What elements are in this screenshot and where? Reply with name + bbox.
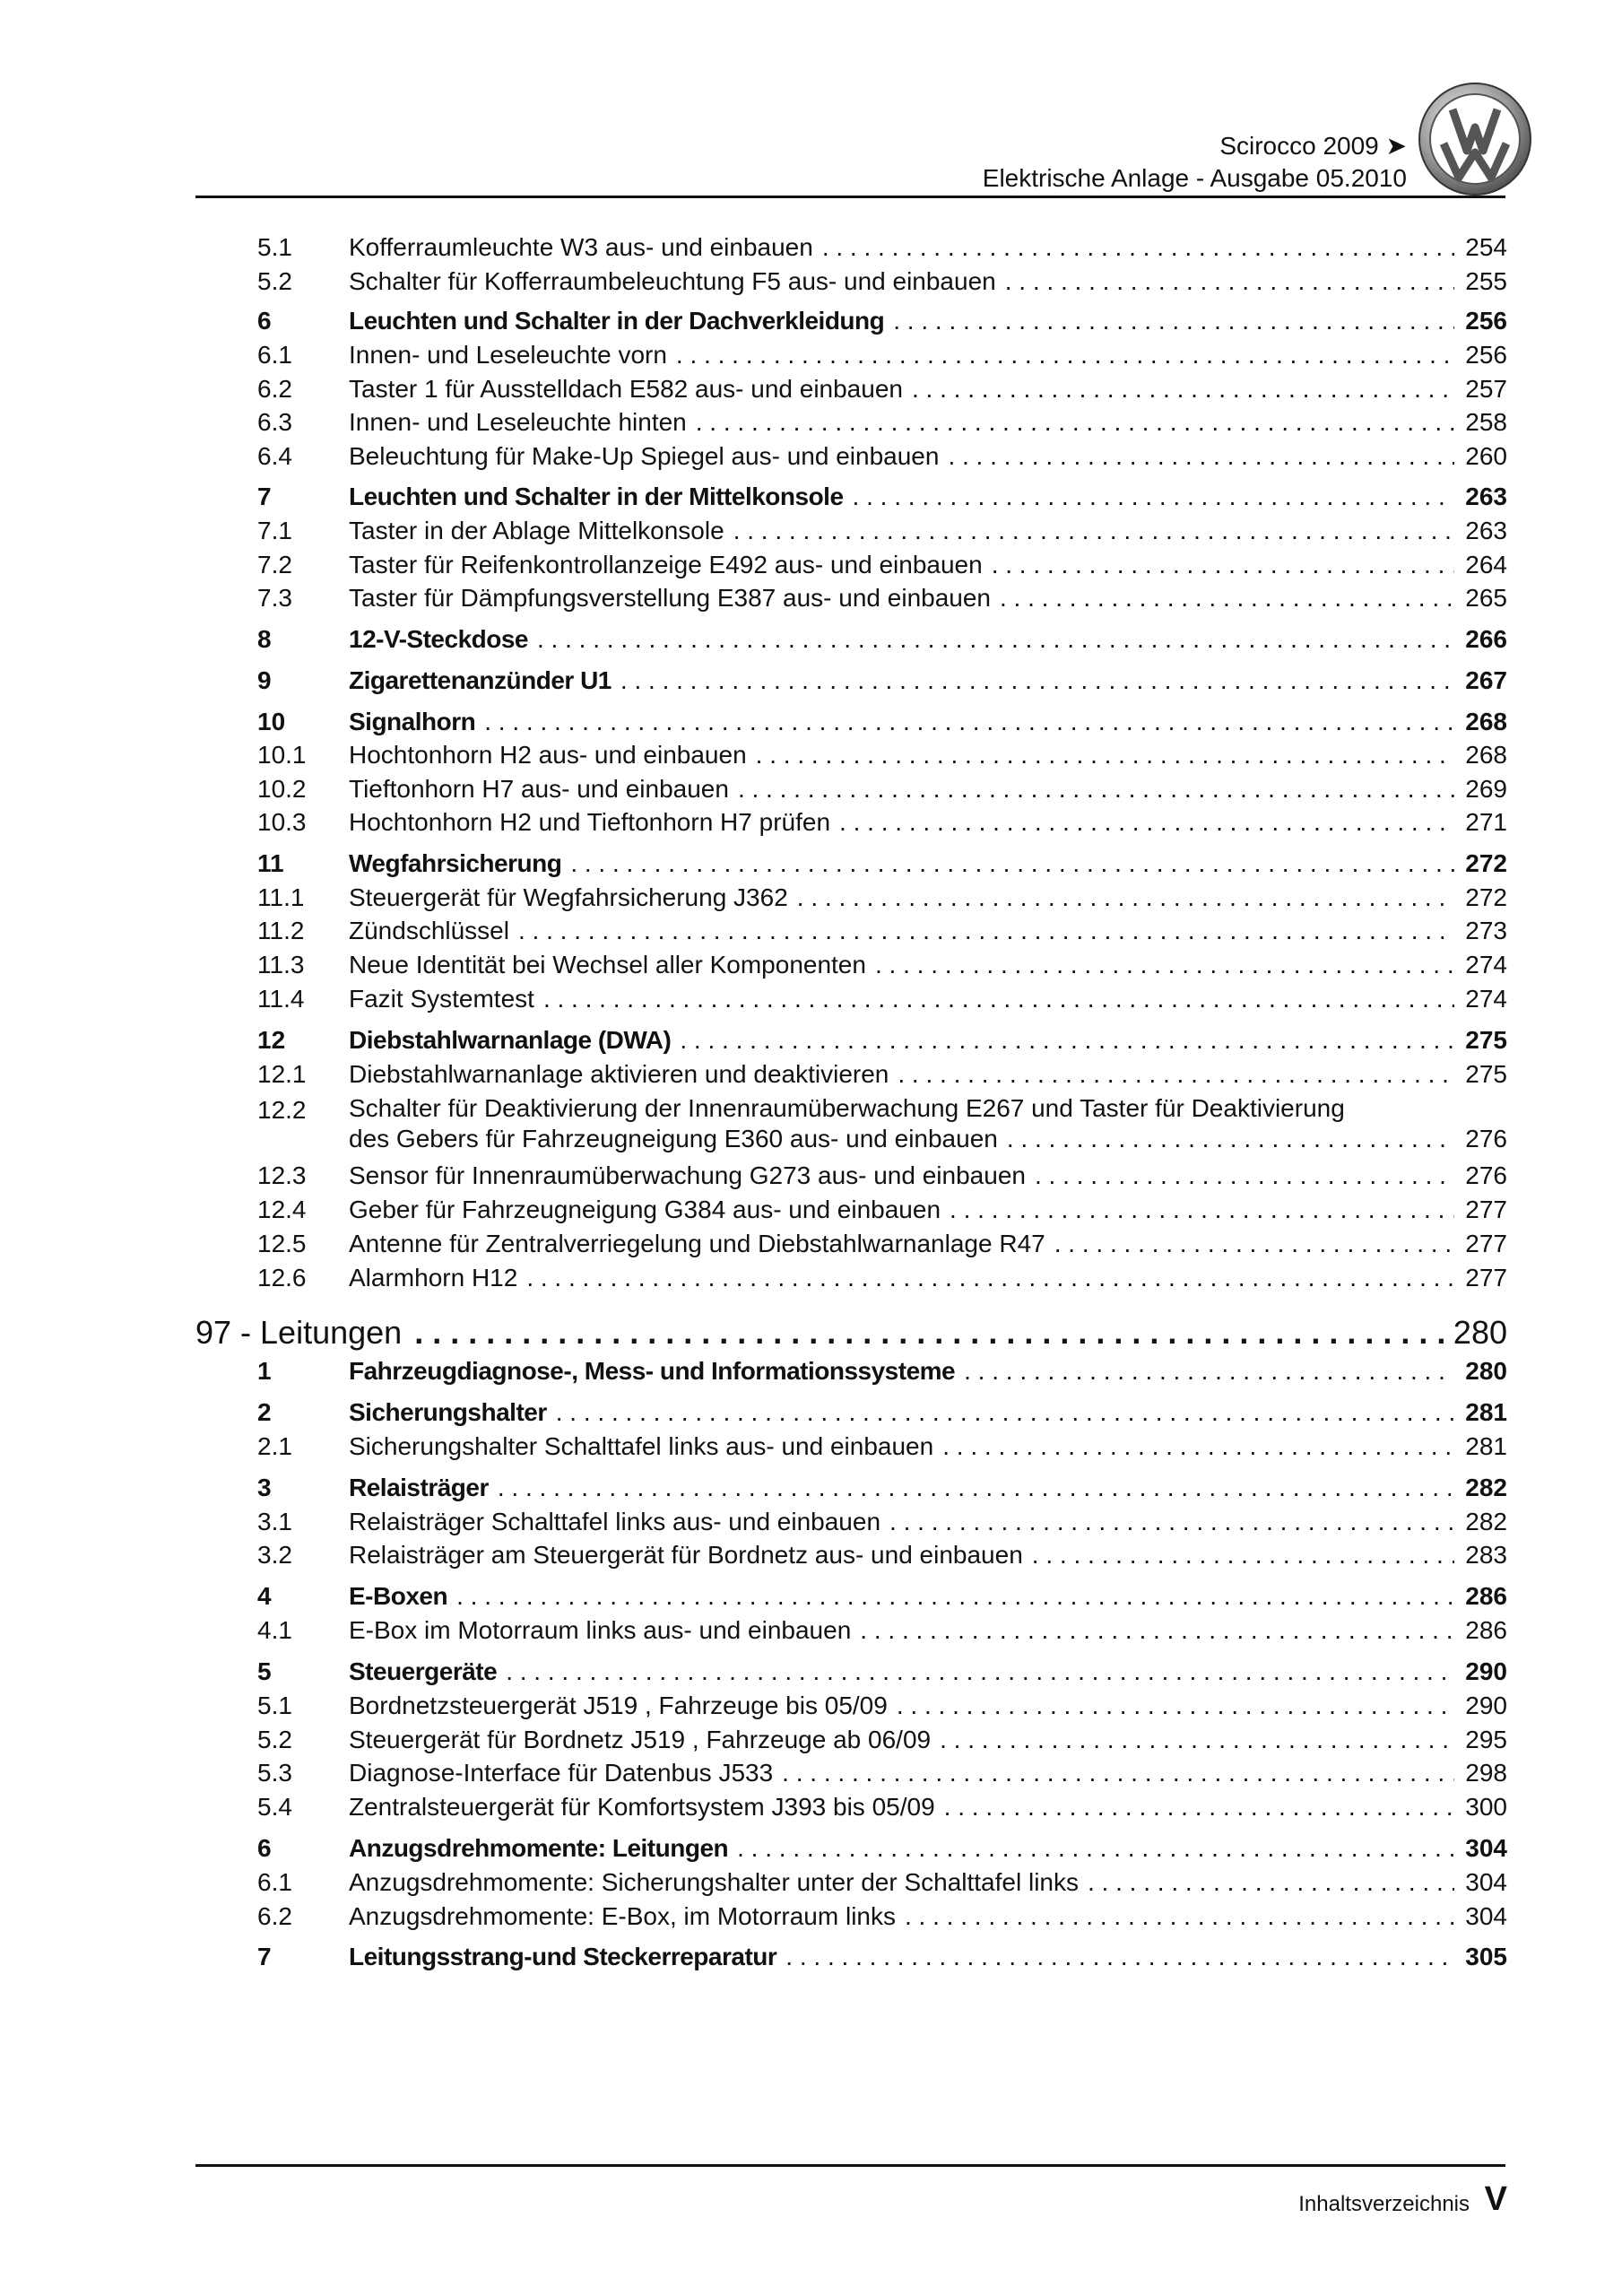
- toc-entry-number: 2: [257, 1398, 272, 1426]
- toc-entry-title: Relaisträger am Steuergerät für Bordnetz aus- und einbauen: [349, 1538, 1032, 1572]
- toc-entry-title: Diebstahlwarnanlage aktivieren und deaktivieren: [349, 1057, 898, 1091]
- toc-page-number: 271: [1454, 805, 1507, 839]
- leader-dots: [1035, 1159, 1454, 1193]
- toc-entry-title: Taster 1 für Ausstelldach E582 aus- und einbauen: [349, 372, 912, 406]
- toc-entry-row[interactable]: [0, 1505, 1622, 1539]
- toc-entry-number: 4: [257, 1582, 272, 1610]
- leader-dots: [526, 1261, 1454, 1295]
- leader-dots: [822, 230, 1454, 265]
- toc-entry-number: 10.2: [257, 775, 307, 803]
- toc-entry-row[interactable]: [0, 372, 1622, 406]
- toc-entry-number: 3: [257, 1474, 272, 1501]
- toc-entry-number: 10.3: [257, 808, 307, 836]
- leader-dots: [506, 1655, 1454, 1689]
- leader-dots: [737, 1831, 1454, 1866]
- chapter-leader-dots: [414, 1311, 1446, 1354]
- toc-entry-title: Sensor für Innenraumüberwachung G273 aus- und einbauen: [349, 1159, 1035, 1193]
- toc-page-number: 263: [1454, 514, 1507, 548]
- toc-entry-row[interactable]: [0, 514, 1622, 548]
- leader-dots: [756, 738, 1455, 772]
- toc-entry-row[interactable]: [0, 1613, 1622, 1648]
- toc-entry-number: 5.2: [257, 267, 292, 295]
- leader-dots: [518, 914, 1454, 948]
- toc-page-number: 275: [1454, 1057, 1507, 1091]
- toc-entry-row[interactable]: [0, 948, 1622, 982]
- toc-entry-number: 7: [257, 483, 272, 510]
- toc-page-number: 282: [1454, 1505, 1507, 1539]
- footer-divider: [195, 2164, 1505, 2167]
- toc-section-row[interactable]: [0, 1354, 1622, 1388]
- leader-dots: [1054, 1227, 1455, 1261]
- toc-page-number: 277: [1454, 1227, 1507, 1261]
- leader-dots: [1088, 1866, 1454, 1900]
- footer-section-label: Inhaltsverzeichnis: [1298, 2192, 1470, 2216]
- leader-dots: [570, 847, 1454, 881]
- leader-dots: [1032, 1538, 1455, 1572]
- toc-entry-title: Signalhorn: [349, 705, 484, 739]
- toc-entry-row[interactable]: [0, 230, 1622, 265]
- toc-entry-title: Anzugsdrehmomente: E-Box, im Motorraum links: [349, 1900, 905, 1934]
- toc-page-number: 254: [1454, 230, 1507, 265]
- leader-dots: [992, 548, 1455, 582]
- toc-entry-title: Sicherungshalter: [349, 1396, 556, 1430]
- vw-logo-icon: [1417, 81, 1533, 197]
- footer-page-number: V: [1484, 2180, 1507, 2218]
- leader-dots: [498, 1471, 1454, 1505]
- toc-entry-number: 8: [257, 625, 272, 653]
- toc-entry-title-continued: des Gebers für Fahrzeugneigung E360 aus- und einbauen: [349, 1124, 1007, 1154]
- toc-entry-row[interactable]: [0, 1430, 1622, 1464]
- toc-entry-row[interactable]: [0, 439, 1622, 474]
- leader-dots: [484, 705, 1454, 739]
- toc-page-number: 258: [1454, 405, 1507, 439]
- toc-entry-title: Bordnetzsteuergerät J519 , Fahrzeuge bis 05/09: [349, 1689, 897, 1723]
- toc-entry-number: 7.3: [257, 584, 292, 612]
- toc-page-number: 272: [1454, 881, 1507, 915]
- toc-entry-number: 7: [257, 1943, 272, 1970]
- toc-section-row[interactable]: [0, 1396, 1622, 1430]
- toc-page-number: 263: [1454, 480, 1507, 514]
- toc-entry-title: Leitungsstrang-und Steckerreparatur: [349, 1940, 785, 1974]
- toc-entry-number: 9: [257, 666, 272, 694]
- toc-entry-row[interactable]: [0, 338, 1622, 372]
- toc-entry-title: Wegfahrsicherung: [349, 847, 570, 881]
- toc-entry-row[interactable]: [0, 581, 1622, 615]
- toc-entry-number: 10: [257, 708, 286, 735]
- leader-dots: [782, 1756, 1454, 1790]
- leader-dots: [893, 304, 1454, 338]
- chapter-heading[interactable]: [195, 1311, 1507, 1354]
- leader-dots: [1000, 581, 1454, 615]
- toc-entry-title: Sicherungshalter Schalttafel links aus- und einbauen: [349, 1430, 942, 1464]
- toc-page-number: 280: [1454, 1354, 1507, 1388]
- toc-entry-row[interactable]: [0, 265, 1622, 299]
- toc-entry-number: 11.1: [257, 883, 305, 911]
- toc-section-row[interactable]: [0, 1940, 1622, 1974]
- toc-entry-number: 12.6: [257, 1264, 307, 1292]
- toc-entry-row[interactable]: [0, 914, 1622, 948]
- toc-entry-number: 6.1: [257, 341, 292, 369]
- toc-entry-row[interactable]: [0, 1227, 1622, 1261]
- toc-entry-row[interactable]: [0, 772, 1622, 806]
- toc-entry-title: Relaisträger Schalttafel links aus- und einbauen: [349, 1505, 889, 1539]
- toc-entry-number: 11.4: [257, 985, 305, 1013]
- toc-page-number: 272: [1454, 847, 1507, 881]
- toc-entry-number: 5.4: [257, 1793, 292, 1821]
- toc-entry-number: 2.1: [257, 1432, 292, 1460]
- toc-section-row[interactable]: [0, 705, 1622, 739]
- leader-dots: [942, 1430, 1454, 1464]
- leader-dots: [889, 1505, 1454, 1539]
- toc-page-number: 283: [1454, 1538, 1507, 1572]
- toc-entry-row[interactable]: [0, 881, 1622, 915]
- toc-page-number: 290: [1454, 1655, 1507, 1689]
- toc-entry-row[interactable]: [0, 1538, 1622, 1572]
- toc-entry-number: 5: [257, 1657, 272, 1685]
- toc-entry-number: 6.2: [257, 1902, 292, 1930]
- toc-page-number: 304: [1454, 1866, 1507, 1900]
- toc-entry-number: 11: [257, 849, 284, 877]
- toc-entry-title: Schalter für Deaktivierung der Innenraumüberwachung E267 und Taster für Deaktivierung: [349, 1094, 1345, 1122]
- toc-entry-row[interactable]: [0, 1689, 1622, 1723]
- leader-dots: [1007, 1124, 1454, 1154]
- leader-dots: [905, 1900, 1454, 1934]
- leader-dots: [964, 1354, 1454, 1388]
- leader-dots: [948, 439, 1454, 474]
- toc-page-number: 256: [1454, 338, 1507, 372]
- leader-dots: [537, 622, 1454, 657]
- toc-page-number: 300: [1454, 1790, 1507, 1824]
- toc-entry-number: 7.2: [257, 551, 292, 578]
- toc-entry-row[interactable]: [0, 1093, 1622, 1156]
- toc-page-number: 304: [1454, 1900, 1507, 1934]
- toc-page-number: 267: [1454, 664, 1507, 698]
- toc-page-number: 281: [1454, 1430, 1507, 1464]
- toc-section-row[interactable]: [0, 1831, 1622, 1866]
- toc-entry-number: 7.1: [257, 517, 292, 544]
- toc-entry-number: 6.2: [257, 375, 292, 403]
- leader-dots: [1005, 265, 1455, 299]
- toc-entry-title: Leuchten und Schalter in der Dachverkleidung: [349, 304, 893, 338]
- toc-entry-row[interactable]: [0, 1790, 1622, 1824]
- toc-entry-number: 4.1: [257, 1616, 292, 1644]
- toc-entry-title: E-Box im Motorraum links aus- und einbauen: [349, 1613, 860, 1648]
- toc-entry-number: 3.2: [257, 1541, 292, 1569]
- toc-page-number: 273: [1454, 914, 1507, 948]
- toc-entry-title: Taster in der Ablage Mittelkonsole: [349, 514, 733, 548]
- toc-entry-title: Zentralsteuergerät für Komfortsystem J393 bis 05/09: [349, 1790, 944, 1824]
- leader-dots: [839, 805, 1454, 839]
- toc-entry-title: Steuergeräte: [349, 1655, 506, 1689]
- leader-dots: [785, 1940, 1454, 1974]
- toc-entry-title: Beleuchtung für Make-Up Spiegel aus- und einbauen: [349, 439, 948, 474]
- toc-page-number: 281: [1454, 1396, 1507, 1430]
- toc-entry-title: Fazit Systemtest: [349, 982, 543, 1016]
- toc-entry-number: 5.3: [257, 1759, 292, 1787]
- toc-entry-number: 12.2: [257, 1096, 307, 1124]
- toc-entry-number: 6: [257, 307, 272, 335]
- leader-dots: [875, 948, 1454, 982]
- toc-page-number: 274: [1454, 982, 1507, 1016]
- toc-page-number: 304: [1454, 1831, 1507, 1866]
- toc-page-number: 265: [1454, 581, 1507, 615]
- toc-entry-number: 6.3: [257, 408, 292, 436]
- toc-entry-row[interactable]: [0, 405, 1622, 439]
- toc-entry-title: Hochtonhorn H2 aus- und einbauen: [349, 738, 756, 772]
- toc-section-row[interactable]: [0, 847, 1622, 881]
- toc-entry-title: Innen- und Leseleuchte vorn: [349, 338, 676, 372]
- toc-entry-title: Kofferraumleuchte W3 aus- und einbauen: [349, 230, 822, 265]
- toc-entry-number: 10.1: [257, 741, 307, 769]
- leader-dots: [797, 881, 1455, 915]
- leader-dots: [543, 982, 1454, 1016]
- header-divider: [195, 196, 1505, 198]
- leader-dots: [620, 664, 1454, 698]
- toc-entry-title: Neue Identität bei Wechsel aller Komponenten: [349, 948, 875, 982]
- toc-entry-row[interactable]: [0, 1723, 1622, 1757]
- toc-entry-title: 12-V-Steckdose: [349, 622, 537, 657]
- toc-entry-number: 11.3: [257, 951, 305, 978]
- toc-entry-title: Zündschlüssel: [349, 914, 518, 948]
- leader-dots: [456, 1579, 1454, 1613]
- leader-dots: [944, 1790, 1455, 1824]
- toc-entry-title: Diagnose-Interface für Datenbus J533: [349, 1756, 782, 1790]
- toc-section-row[interactable]: [0, 664, 1622, 698]
- toc-entry-title: Tieftonhorn H7 aus- und einbauen: [349, 772, 738, 806]
- toc-entry-row[interactable]: [0, 738, 1622, 772]
- toc-page-number: 274: [1454, 948, 1507, 982]
- toc-page-number: 268: [1454, 738, 1507, 772]
- toc-entry-title: Steuergerät für Wegfahrsicherung J362: [349, 881, 797, 915]
- toc-entry-title: Innen- und Leseleuchte hinten: [349, 405, 696, 439]
- leader-dots: [738, 772, 1454, 806]
- toc-section-row[interactable]: [0, 1023, 1622, 1057]
- toc-section-row[interactable]: [0, 1471, 1622, 1505]
- toc-page-number: 286: [1454, 1579, 1507, 1613]
- toc-entry-number: 6: [257, 1834, 272, 1862]
- toc-entry-title: Steuergerät für Bordnetz J519 , Fahrzeuge ab 06/09: [349, 1723, 940, 1757]
- toc-entry-title: Fahrzeugdiagnose-, Mess- und Informationssysteme: [349, 1354, 964, 1388]
- toc-entry-title: Alarmhorn H12: [349, 1261, 526, 1295]
- toc-entry-title: Hochtonhorn H2 und Tieftonhorn H7 prüfen: [349, 805, 839, 839]
- leader-dots: [860, 1613, 1454, 1648]
- toc-entry-title: Anzugsdrehmomente: Sicherungshalter unter der Schalttafel links: [349, 1866, 1088, 1900]
- leader-dots: [853, 480, 1455, 514]
- toc-entry-row[interactable]: [0, 1900, 1622, 1934]
- header-title: Scirocco 2009 ➤: [1219, 132, 1407, 160]
- toc-entry-title: E-Boxen: [349, 1579, 456, 1613]
- toc-page-number: 277: [1454, 1193, 1507, 1227]
- leader-dots: [897, 1689, 1454, 1723]
- toc-section-row[interactable]: [0, 1579, 1622, 1613]
- toc-page-number: 276: [1454, 1124, 1507, 1154]
- chapter-title: 97 - Leitungen: [195, 1314, 403, 1351]
- toc-page-number: 277: [1454, 1261, 1507, 1295]
- toc-section-row[interactable]: [0, 480, 1622, 514]
- toc-entry-title: Taster für Dämpfungsverstellung E387 aus- und einbauen: [349, 581, 1000, 615]
- toc-entry-row[interactable]: [0, 1261, 1622, 1295]
- toc-entry-row[interactable]: [0, 1866, 1622, 1900]
- toc-page-number: 256: [1454, 304, 1507, 338]
- toc-page-number: 266: [1454, 622, 1507, 657]
- toc-entry-title: Geber für Fahrzeugneigung G384 aus- und einbauen: [349, 1193, 950, 1227]
- header-subtitle: Elektrische Anlage - Ausgabe 05.2010: [982, 164, 1407, 192]
- toc-entry-number: 1: [257, 1357, 272, 1385]
- toc-entry-title: Leuchten und Schalter in der Mittelkonsole: [349, 480, 853, 514]
- toc-entry-number: 11.2: [257, 917, 305, 944]
- toc-page-number: 260: [1454, 439, 1507, 474]
- toc-entry-title: Antenne für Zentralverriegelung und Diebstahlwarnanlage R47: [349, 1227, 1054, 1261]
- toc-page-number: 268: [1454, 705, 1507, 739]
- toc-entry-title: Relaisträger: [349, 1471, 498, 1505]
- toc-entry-number: 6.4: [257, 442, 292, 470]
- leader-dots: [950, 1193, 1454, 1227]
- toc-section-row[interactable]: [0, 304, 1622, 338]
- toc-entry-number: 12.3: [257, 1161, 307, 1189]
- toc-entry-row[interactable]: [0, 982, 1622, 1016]
- toc-entry-row[interactable]: [0, 1193, 1622, 1227]
- toc-entry-number: 12: [257, 1026, 286, 1054]
- toc-page-number: 257: [1454, 372, 1507, 406]
- leader-dots: [556, 1396, 1455, 1430]
- toc-entry-number: 6.1: [257, 1868, 292, 1896]
- toc-entry-row[interactable]: [0, 548, 1622, 582]
- toc-section-row[interactable]: [0, 1655, 1622, 1689]
- toc-entry-title: Diebstahlwarnanlage (DWA): [349, 1023, 680, 1057]
- toc-entry-row[interactable]: [0, 1159, 1622, 1193]
- toc-page-number: 264: [1454, 548, 1507, 582]
- toc-entry-number: 5.1: [257, 1692, 292, 1719]
- toc-entry-number: 12.1: [257, 1060, 307, 1088]
- toc-entry-title: Anzugsdrehmomente: Leitungen: [349, 1831, 737, 1866]
- toc-entry-row[interactable]: [0, 1756, 1622, 1790]
- toc-page-number: 298: [1454, 1756, 1507, 1790]
- toc-page-number: 290: [1454, 1689, 1507, 1723]
- leader-dots: [696, 405, 1455, 439]
- chapter-page: 280: [1453, 1314, 1507, 1351]
- toc-entry-title: Taster für Reifenkontrollanzeige E492 aus- und einbauen: [349, 548, 992, 582]
- toc-entry-number: 12.5: [257, 1230, 307, 1257]
- toc-entry-title: Zigarettenanzünder U1: [349, 664, 620, 698]
- toc-page-number: 276: [1454, 1159, 1507, 1193]
- toc-page-number: 275: [1454, 1023, 1507, 1057]
- toc-page-number: 305: [1454, 1940, 1507, 1974]
- leader-dots: [680, 1023, 1454, 1057]
- toc-page-number: 269: [1454, 772, 1507, 806]
- toc-entry-number: 5.2: [257, 1726, 292, 1753]
- toc-page-number: 282: [1454, 1471, 1507, 1505]
- toc-entry-row[interactable]: [0, 805, 1622, 839]
- leader-dots: [676, 338, 1454, 372]
- leader-dots: [898, 1057, 1454, 1091]
- toc-entry-number: 5.1: [257, 233, 292, 261]
- leader-dots: [912, 372, 1454, 406]
- toc-entry-number: 3.1: [257, 1508, 292, 1535]
- toc-entry-number: 12.4: [257, 1196, 307, 1223]
- toc-entry-row[interactable]: [0, 1057, 1622, 1091]
- toc-page-number: 286: [1454, 1613, 1507, 1648]
- leader-dots: [733, 514, 1455, 548]
- toc-page-number: 255: [1454, 265, 1507, 299]
- toc-page-number: 295: [1454, 1723, 1507, 1757]
- toc-entry-title: Schalter für Kofferraumbeleuchtung F5 aus- und einbauen: [349, 265, 1005, 299]
- toc-section-row[interactable]: [0, 622, 1622, 657]
- leader-dots: [940, 1723, 1454, 1757]
